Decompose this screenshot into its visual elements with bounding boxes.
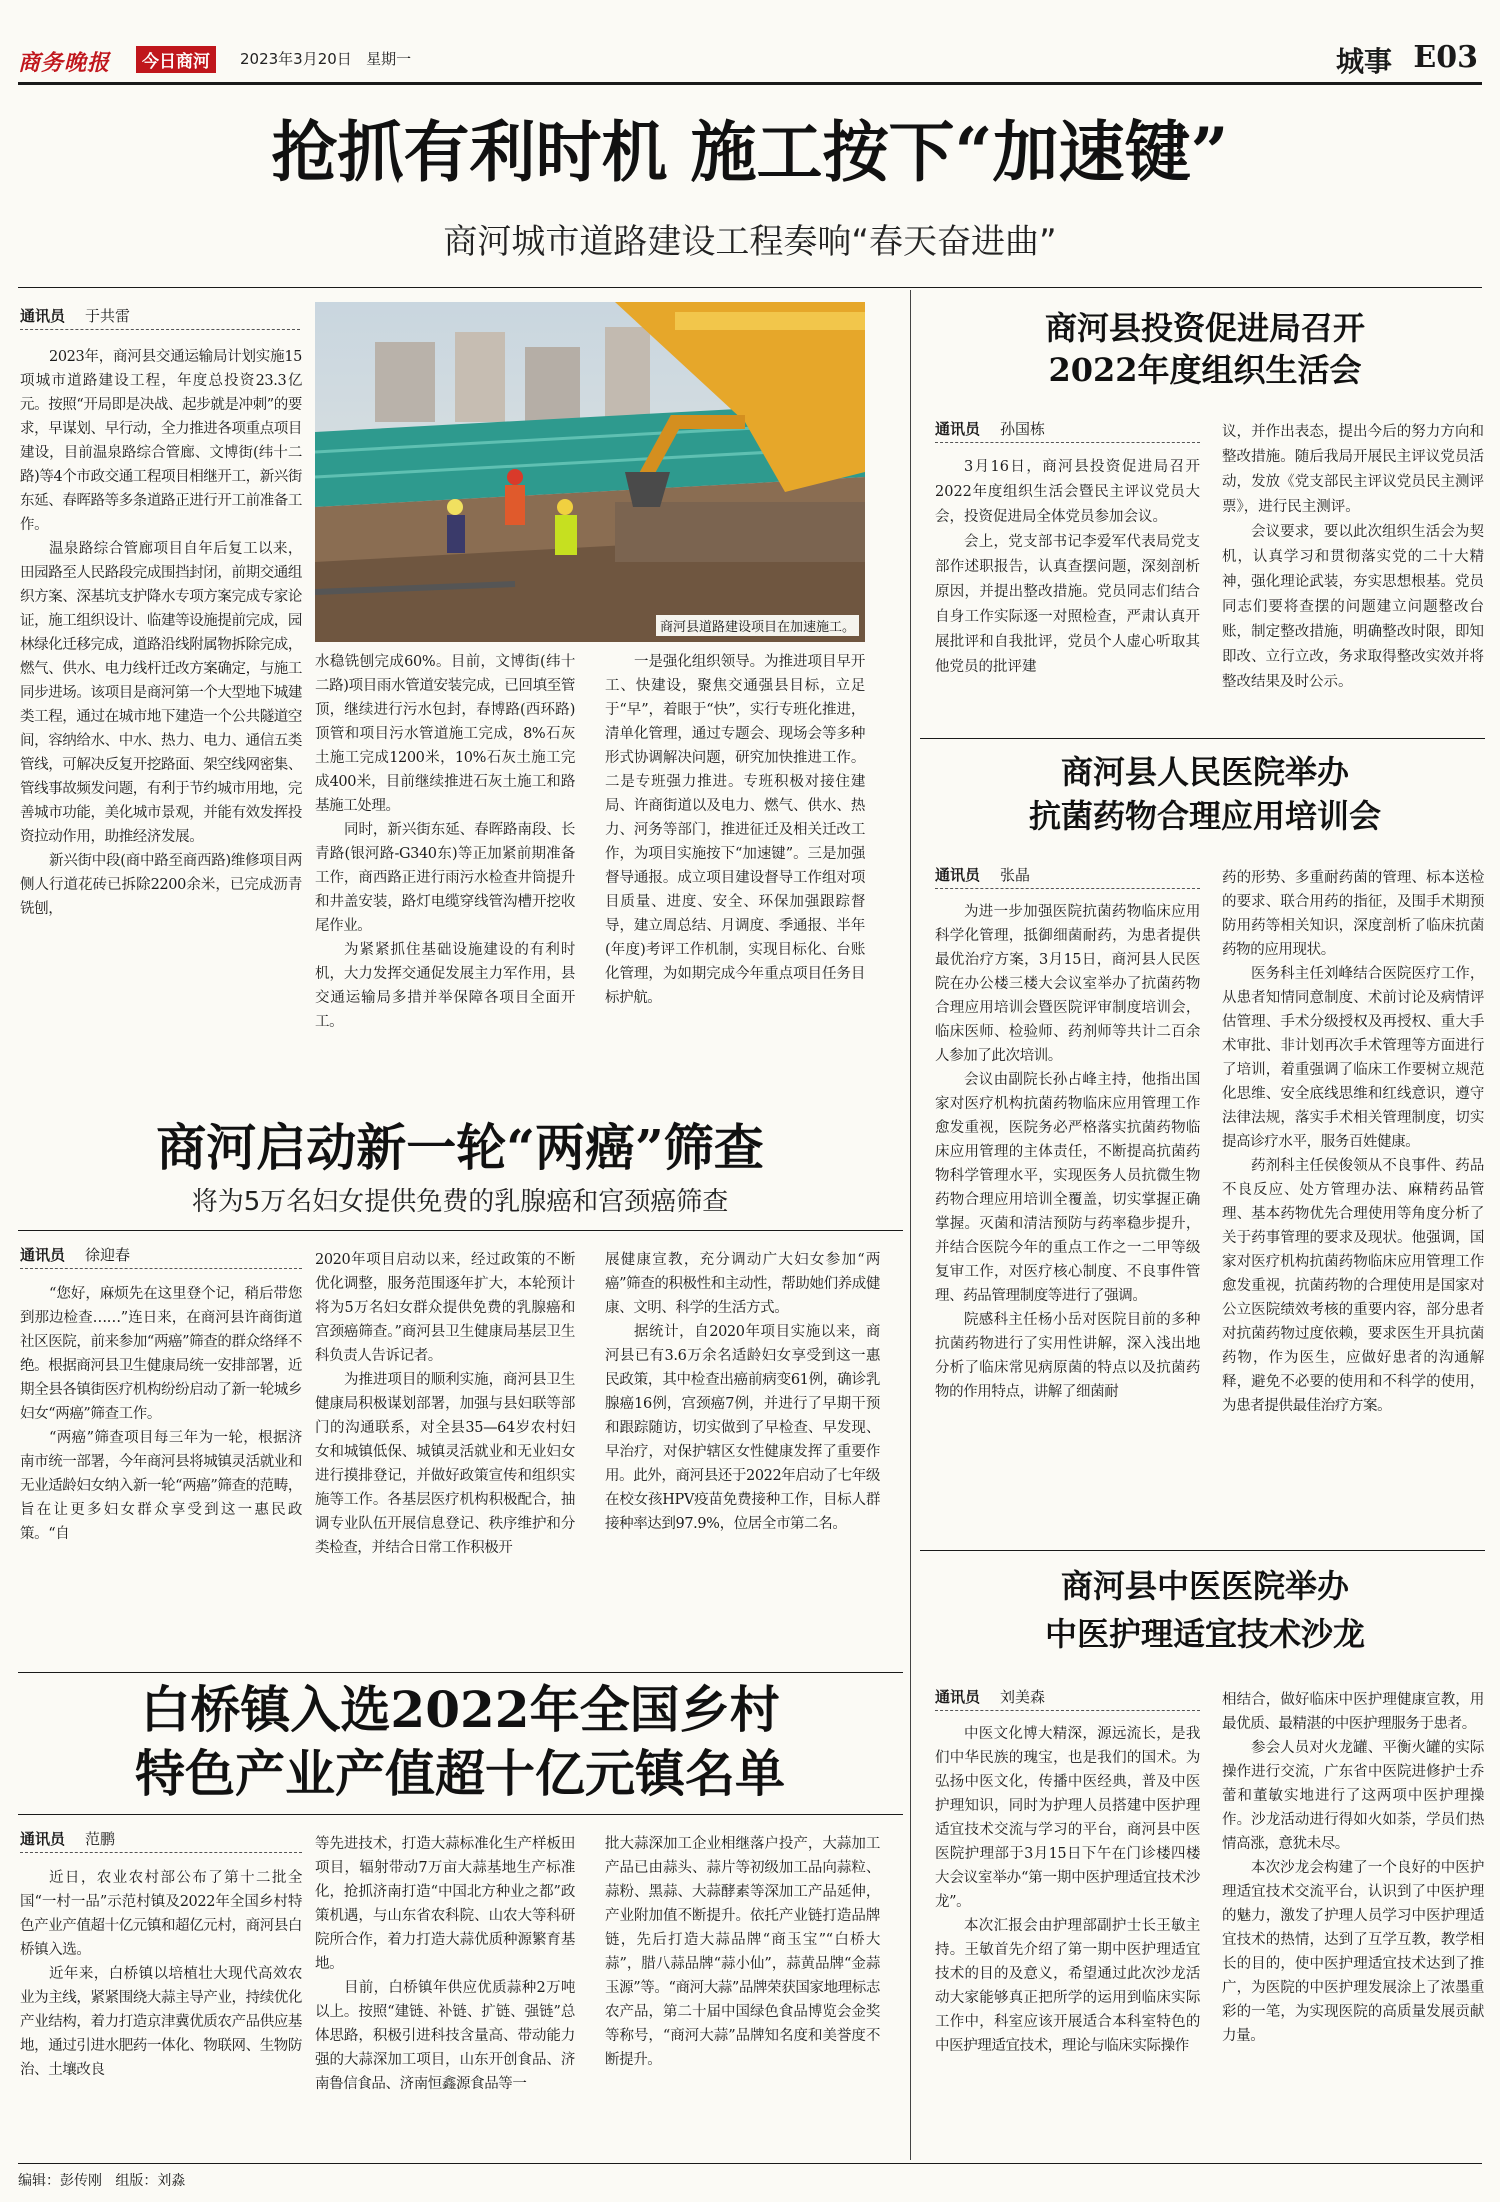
invest-headline-line-1: 商河县投资促进局召开	[1044, 309, 1365, 347]
tcm-column-2: 相结合，做好临床中医护理健康宣教，用最优质、最精湛的中医护理服务于患者。 参会人员对火龙罐、平衡火罐的实际操作进行交流，广东省中医院进修护士乔蕾和董敏实地进行了这两项中医护理操作。沙龙活动进行得如火如荼，学员们热情高涨，意犹未尽。 本次沙龙会构建了一个良好的中医护理适宜技术交流平台，认识到了中医护理的魅力，激发了护理人员学习中医护理适宜技术的热情，达到了互学互教，教学相长的目的，使中医护理适宜技术达到了推广，为医院的中医护理发展涂上了浓墨重彩的一笔，为实现医院的高质量发展贡献力量。	[1222, 1692, 1484, 2044]
footer-rule	[18, 2163, 1482, 2164]
baiqiao-rule	[18, 1814, 903, 1815]
baiqiao-column-3: 批大蒜深加工企业相继落户投产，大蒜加工产品已由蒜头、蒜片等初级加工品向蒜粒、蒜粉、黑蒜、大蒜酵素等深加工产品延伸，产业附加值不断提升。依托产业链打造品牌链，先后打造大蒜品牌“商玉宝”“白桥大蒜”，腊八蒜品牌“蒜小仙”，蒜黄品牌“金蒜玉源”等。“商河大蒜”品牌荣获国家地理标志农产品，第二十届中国绿色食品博览会金奖等称号，“商河大蒜”品牌知名度和美誉度不断提升。	[605, 1836, 880, 2068]
invest-rule	[920, 738, 1485, 739]
lead-subheadline: 商河城市道路建设工程奏响“春天奋进曲”	[443, 222, 1057, 262]
hospital-rule	[920, 1550, 1485, 1551]
invest-headline-line-2: 2022年度组织生活会	[1048, 351, 1362, 389]
hospital-headline-line-2: 抗菌药物合理应用培训会	[1028, 797, 1381, 835]
baiqiao-top-rule	[18, 1672, 903, 1673]
baiqiao-byline: 通讯员 范鹏	[20, 1828, 302, 1853]
photo-caption: 商河县道路建设项目在加速施工。	[656, 615, 859, 636]
paper-logo: 商务晚报	[18, 51, 111, 76]
lead-byline: 通讯员 于共雷	[20, 305, 300, 330]
section-name: 城事	[1335, 45, 1392, 78]
hospital-column-2: 药的形势、多重耐药菌的管理、标本送检的要求、联合用药的指征，及围手术期预防用药等相关知识，深度剖析了临床抗菌药物的应用现状。 医务科主任刘峰结合医院医疗工作，从患者知情同意制度、术前讨论及病情评估管理、手术分级授权及再授权、重大手术审批、非计划再次手术管理等方面进行了培训，着重强调了临床工作要树立规范化思维、安全底线思维和红线意识，遵守法律法规，落实手术相关管理制度，切实提高诊疗水平，服务百姓健康。 药剂科主任侯俊领从不良事件、药品不良反应、处方管理办法、麻精药品管理、基本药物优先合理使用等角度分析了关于药事管理的要求及现状。他强调，国家对医疗机构抗菌药物临床应用管理工作愈发重视，抗菌药物的合理使用是国家对公立医院绩效考核的重要内容，部分患者对抗菌药物过度依赖，要求医生开具抗菌药物，作为医生，应做好患者的沟通解释，避免不必要的使用和不科学的使用，为患者提供最佳治疗方案。	[1222, 870, 1484, 1414]
construction-photo	[315, 302, 865, 642]
screening-rule	[18, 1230, 903, 1231]
hospital-headline-line-1: 商河县人民医院举办	[1060, 753, 1349, 791]
hospital-column-1: 为进一步加强医院抗菌药物临床应用科学化管理，抵御细菌耐药，为患者提供最优治疗方案，3月15日，商河县人民医院在办公楼三楼大会议室举办了抗菌药物合理应用培训会暨医院评审制度培训会，临床医师、检验师、药剂师等共计二百余人参加了此次培训。 会议由副院长孙占峰主持，他指出国家对医疗机构抗菌药物临床应用管理工作愈发重视，医院务必严格落实抗菌药物临床应用管理的主体责任，不断提高抗菌药物科学管理水平，实现医务人员抗微生物药物合理应用培训全覆盖，切实掌握正确掌握。灭菌和清洁预防与药率稳步提升，并结合医院今年的重点工作之一二甲等级复审工作，对医疗核心制度、不良事件管理、药品管理制度等进行了强调。 院感科主任杨小岳对医院目前的多种抗菌药物进行了实用性讲解，深入浅出地分析了临床常见病原菌的特点以及抗菌药物的作用特点，讲解了细菌耐	[935, 904, 1200, 1400]
lead-headline: 抢抓有利时机 施工按下“加速键”	[271, 113, 1229, 191]
tcm-column-1: 中医文化博大精深，源远流长，是我们中华民族的瑰宝，也是我们的国术。为弘扬中医文化，传播中医经典，普及中医护理知识，同时为护理人员搭建中医护理适宜技术交流与学习的平台，商河县中医医院护理部于3月15日下午在门诊楼四楼大会议室举办“第一期中医护理适宜技术沙龙”。 本次汇报会由护理部副护士长王敏主持。王敏首先介绍了第一期中医护理适宜技术的目的及意义，希望通过此次沙龙活动大家能够真正把所学的运用到临床实际工作中，科室应该开展适合本科室特色的中医护理适宜技术，理论与临床实际操作	[935, 1726, 1200, 2054]
column-separator	[910, 290, 911, 2160]
screening-column-3: 展健康宣教，充分调动广大妇女参加“两癌”筛查的积极性和主动性，帮助她们养成健康、文明、科学的生活方式。 据统计，自2020年项目实施以来，商河县已有3.6万余名适龄妇女享受到这一惠民政策，其中检查出癌前病变61例，确诊乳腺癌16例，宫颈癌7例，并进行了早期干预和跟踪随访，切实做到了早检查、早发现、早治疗，对保护辖区女性健康发挥了重要作用。此外，商河县还于2022年启动了七年级在校女孩HPV疫苗免费接种工作，目标人群接种率达到97.9%，位居全市第二名。	[605, 1252, 880, 1532]
lead-column-3: 一是强化组织领导。为推进项目早开工、快建设，聚焦交通强县目标，立足于“早”，着眼于“快”，实行专班化推进，清单化管理，通过专题会、现场会等多种形式协调解决问题，研究加快推进工作。二是专班强力推进。专班积极对接住建局、许商街道以及电力、燃气、供水、热力、河务等部门，推进征迁及相关迁改工作，为项目实施按下“加速键”。三是加强督导通报。成立项目建设督导工作组对项目质量、进度、安全、环保加强跟踪督导，建立周总结、月调度、季通报、半年(年度)考评工作机制，实现目标化、台账化管理，为如期完成今年重点项目任务目标护航。	[605, 654, 865, 1006]
screening-byline: 通讯员 徐迎春	[20, 1244, 302, 1269]
lead-column-1: 2023年，商河县交通运输局计划实施15项城市道路建设工程，年度总投资23.3亿元。按照“开局即是决战、起步就是冲刺”的要求，早谋划、早行动，全力推进各项重点项目建设，目前温泉路综合管廊、文博街(纬十二路)等4个市政交通工程项目相继开工，新兴街东延、春晖路等多条道路正进行开工前准备工作。 温泉路综合管廊项目自年后复工以来，田园路至人民路段完成围挡封闭，前期交通组织方案、深基坑支护降水专项方案完成专家论证，施工组织设计、临建等设施提前完成，园林绿化迁移完成，道路沿线附属物拆除完成，燃气、供水、电力线杆迁改方案确定，与施工同步进场。该项目是商河第一个大型地下城建类工程，通过在城市地下建造一个公共隧道空间，容纳给水、中水、热力、电力、通信五类管线，可解决反复开挖路面、架空线网密集、管线事故频发问题，有利于节约城市用地，完善城市功能，美化城市景观，并能有效发挥投资拉动作用，助推经济发展。 新兴街中段(商中路至商西路)维修项目两侧人行道花砖已拆除2200余米，已完成沥青铣刨，	[20, 349, 302, 917]
issue-date: 2023年3月20日 星期一	[240, 50, 412, 68]
baiqiao-headline-line-2: 特色产业产值超十亿元镇名单	[135, 1744, 785, 1803]
edition-label: 今日商河	[136, 46, 216, 73]
invest-byline: 通讯员 孙国栋	[935, 418, 1200, 443]
tcm-headline-line-1: 商河县中医医院举办	[1060, 1567, 1349, 1605]
baiqiao-headline-line-1: 白桥镇入选2022年全国乡村	[140, 1680, 780, 1739]
screening-column-2: 2020年项目启动以来，经过政策的不断优化调整，服务范围逐年扩大，本轮预计将为5万名妇女群众提供免费的乳腺癌和宫颈癌筛查。”商河县卫生健康局基层卫生科负责人告诉记者。 为推进项目的顺利实施，商河县卫生健康局积极谋划部署，加强与县妇联等部门的沟通联系，对全县35—64岁农村妇女和城镇低保、城镇灵活就业和无业妇女进行摸排登记，并做好政策宣传和组织实施等工作。各基层医疗机构积极配合，抽调专业队伍开展信息登记、秩序维护和分类检查，并结合日常工作积极开	[315, 1252, 575, 1556]
lead-column-2: 水稳铣刨完成60%。目前，文博街(纬十二路)项目雨水管道安装完成，已回填至管顶，继续进行污水包封，春博路(西环路)顶管和项目污水管道施工完成，8%石灰土施工完成1200米，10%石灰土施工完成400米，目前继续推进石灰土施工和路基施工处理。 同时，新兴街东延、春晖路南段、长青路(银河路-G340东)等正加紧前期准备工作，商西路正进行雨污水检查井筒提升和井盖安装，路灯电缆穿线管沟槽开挖收尾作业。 为紧紧抓住基础设施建设的有利时机，大力发挥交通促发展主力军作用，县交通运输局多措并举保障各项目全面开工。	[315, 654, 575, 1030]
baiqiao-column-2: 等先进技术，打造大蒜标准化生产样板田项目，辐射带动7万亩大蒜基地生产标准化，抢抓济南打造“中国北方种业之都”政策机遇，与山东省农科院、山农大等科研院所合作，着力打造大蒜优质种源繁育基地。 目前，白桥镇年供应优质蒜种2万吨以上。按照“建链、补链、扩链、强链”总体思路，积极引进科技含量高、带动能力强的大蒜深加工项目，山东开创食品、济南鲁信食品、济南恒鑫源食品等一	[315, 1836, 575, 2092]
tcm-headline-line-2: 中医护理适宜技术沙龙	[1044, 1615, 1365, 1653]
screening-subheadline: 将为5万名妇女提供免费的乳腺癌和宫颈癌筛查	[191, 1187, 729, 1217]
baiqiao-column-1: 近日，农业农村部公布了第十二批全国“一村一品”示范村镇及2022年全国乡村特色产业产值超十亿元镇和超亿元村，商河县白桥镇入选。 近年来，白桥镇以培植壮大现代高效农业为主线，紧紧围绕大蒜主导产业，持续优化产业结构，着力打造京津冀优质农产品供应基地，通过引进水肥药一体化、物联网、生物防治、土壤改良	[20, 1870, 302, 2078]
footer-credits: 编辑：彭传刚 组版：刘淼	[18, 2173, 186, 2189]
masthead-rule	[18, 82, 1482, 85]
lead-rule	[18, 287, 1482, 288]
invest-column-1: 3月16日，商河县投资促进局召开2022年度组织生活会暨民主评议党员大会，投资促进局全体党员参加会议。 会上，党支部书记李爱军代表局党支部作述职报告，认真查摆问题，深刻剖析原因，并提出整改措施。党员同志们结合自身工作实际逐一对照检查，严肃认真开展批评和自我批评，党员个人虚心听取其他党员的批评建	[935, 459, 1200, 675]
screening-column-1: “您好，麻烦先在这里登个记，稍后带您到那边检查……”连日来，在商河县许商街道社区医院，前来参加“两癌”筛查的群众络绎不绝。根据商河县卫生健康局统一安排部署，近期全县各镇街医疗机构纷纷启动了新一轮城乡妇女“两癌”筛查工作。 “两癌”筛查项目每三年为一轮，根据济南市统一部署，今年商河县将城镇灵活就业和无业适龄妇女纳入新一轮“两癌”筛查的范畴，旨在让更多妇女群众享受到这一惠民政策。“自	[20, 1286, 302, 1542]
screening-headline: 商河启动新一轮“两癌”筛查	[156, 1118, 764, 1177]
invest-column-2: 议，并作出表态，提出今后的努力方向和整改措施。随后我局开展民主评议党员活动，发放《党支部民主评议党员民主测评票》，进行民主测评。 会议要求，要以此次组织生活会为契机，认真学习和贯彻落实党的二十大精神，强化理论武装，夯实思想根基。党员同志们要将查摆的问题建立问题整改台账，制定整改措施，明确整改时限，即知即改、立行立改，务求取得整改实效并将整改结果及时公示。	[1222, 424, 1484, 690]
masthead	[18, 40, 1482, 78]
page-number: E03	[1413, 40, 1478, 75]
tcm-byline: 通讯员 刘美森	[935, 1686, 1200, 1711]
hospital-byline: 通讯员 张晶	[935, 864, 1200, 889]
construction-scene-image	[315, 302, 865, 642]
